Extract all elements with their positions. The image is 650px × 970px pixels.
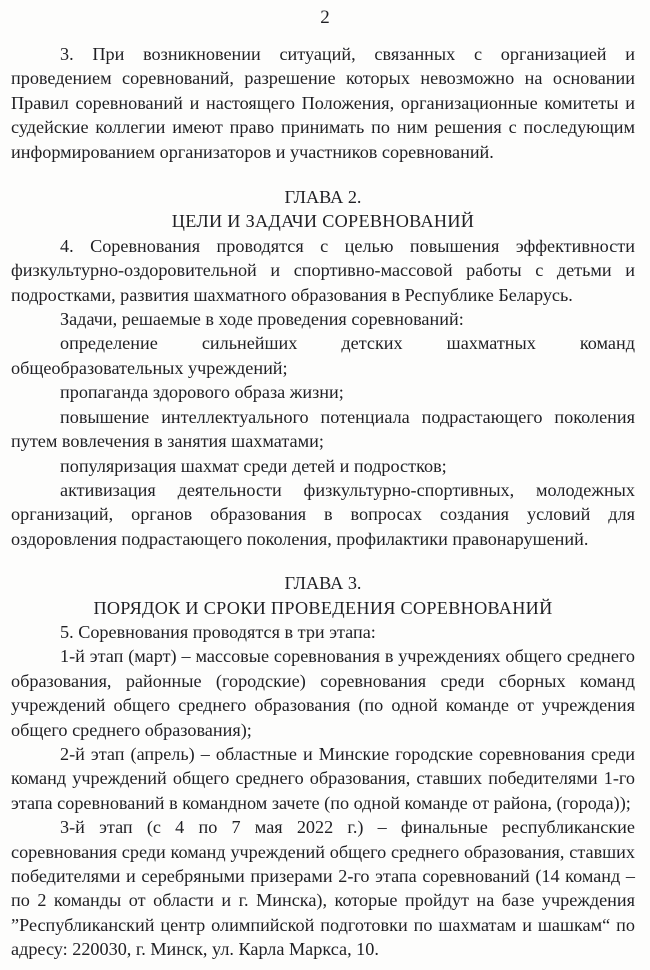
stage-item: 1-й этап (март) – массовые соревнования в учреждениях общего среднего образования, районные (городские) соревнования среди сборных команд учреждений общего среднего образования (по одной команде от учреждения общего среднего образования); <box>11 646 635 740</box>
spacer <box>11 551 635 571</box>
paragraph-4: 4. Соревнования проводятся с целью повышения эффективности физкультурно-оздоровительной и спортивно-массовой работы с детьми и подростками, развития шахматного образования в Республике Беларусь. <box>11 235 635 305</box>
tasks-intro: Задачи, решаемые в ходе проведения соревнований: <box>60 309 464 330</box>
paragraph-3: 3. При возникновении ситуаций, связанных с организацией и проведением соревнований, разрешение которых невозможно на основании Правил соревнований и настоящего Положения, организационные комитеты и судейские коллегии имеют право принимать по ним решения с последующим информированием организаторов и участников соревнований. <box>11 44 635 162</box>
task-item: повышение интеллектуального потенциала подрастающего поколения путем вовлечения в занятия шахматами; <box>11 406 635 452</box>
task-item: активизация деятельности физкультурно-спортивных, молодежных организаций, органов образования в вопросах создания условий для оздоровления подрастающего поколения, профилактики правонарушений. <box>11 479 635 549</box>
paragraph-5: 5. Соревнования проводятся в три этапа: <box>60 621 376 642</box>
document-body <box>11 42 635 962</box>
chapter-3-number: ГЛАВА 3. <box>284 573 362 594</box>
chapter-2-title: ЦЕЛИ И ЗАДАЧИ СОРЕВНОВАНИЙ <box>171 211 475 232</box>
chapter-2-number: ГЛАВА 2. <box>284 187 362 208</box>
task-item: пропаганда здорового образа жизни; <box>60 382 344 403</box>
chapter-3-heading <box>11 571 635 620</box>
chapter-2-heading <box>11 185 635 234</box>
spacer <box>11 164 635 185</box>
stage-item: 3-й этап (с 4 по 7 мая 2022 г.) – финальные республиканские соревнования среди команд учреждений общего среднего образования, ставших победителями и серебряными призерами 2-го этапа соревнований (14 команд – по 2 команды от области и г. Минска), которые пройдут на базе учреждения ”Республиканский центр олимпийской подготовки по шахматам и шашкам“ по адресу: 220030, г. Минск, ул. Карла Маркса, 10. <box>11 817 635 960</box>
stage-item: 2-й этап (апрель) – областные и Минские городские соревнования среди команд учреждений общего среднего образования, ставших победителями 1-го этапа соревнований в командном зачете (по одной команде от района, (города)); <box>11 743 635 813</box>
page-number: 2 <box>320 7 330 28</box>
task-item: определение сильнейших детских шахматных команд общеобразовательных учреждений; <box>11 333 635 378</box>
chapter-3-title: ПОРЯДОК И СРОКИ ПРОВЕДЕНИЯ СОРЕВНОВАНИЙ <box>93 597 553 618</box>
task-item: популяризация шахмат среди детей и подростков; <box>60 455 447 476</box>
